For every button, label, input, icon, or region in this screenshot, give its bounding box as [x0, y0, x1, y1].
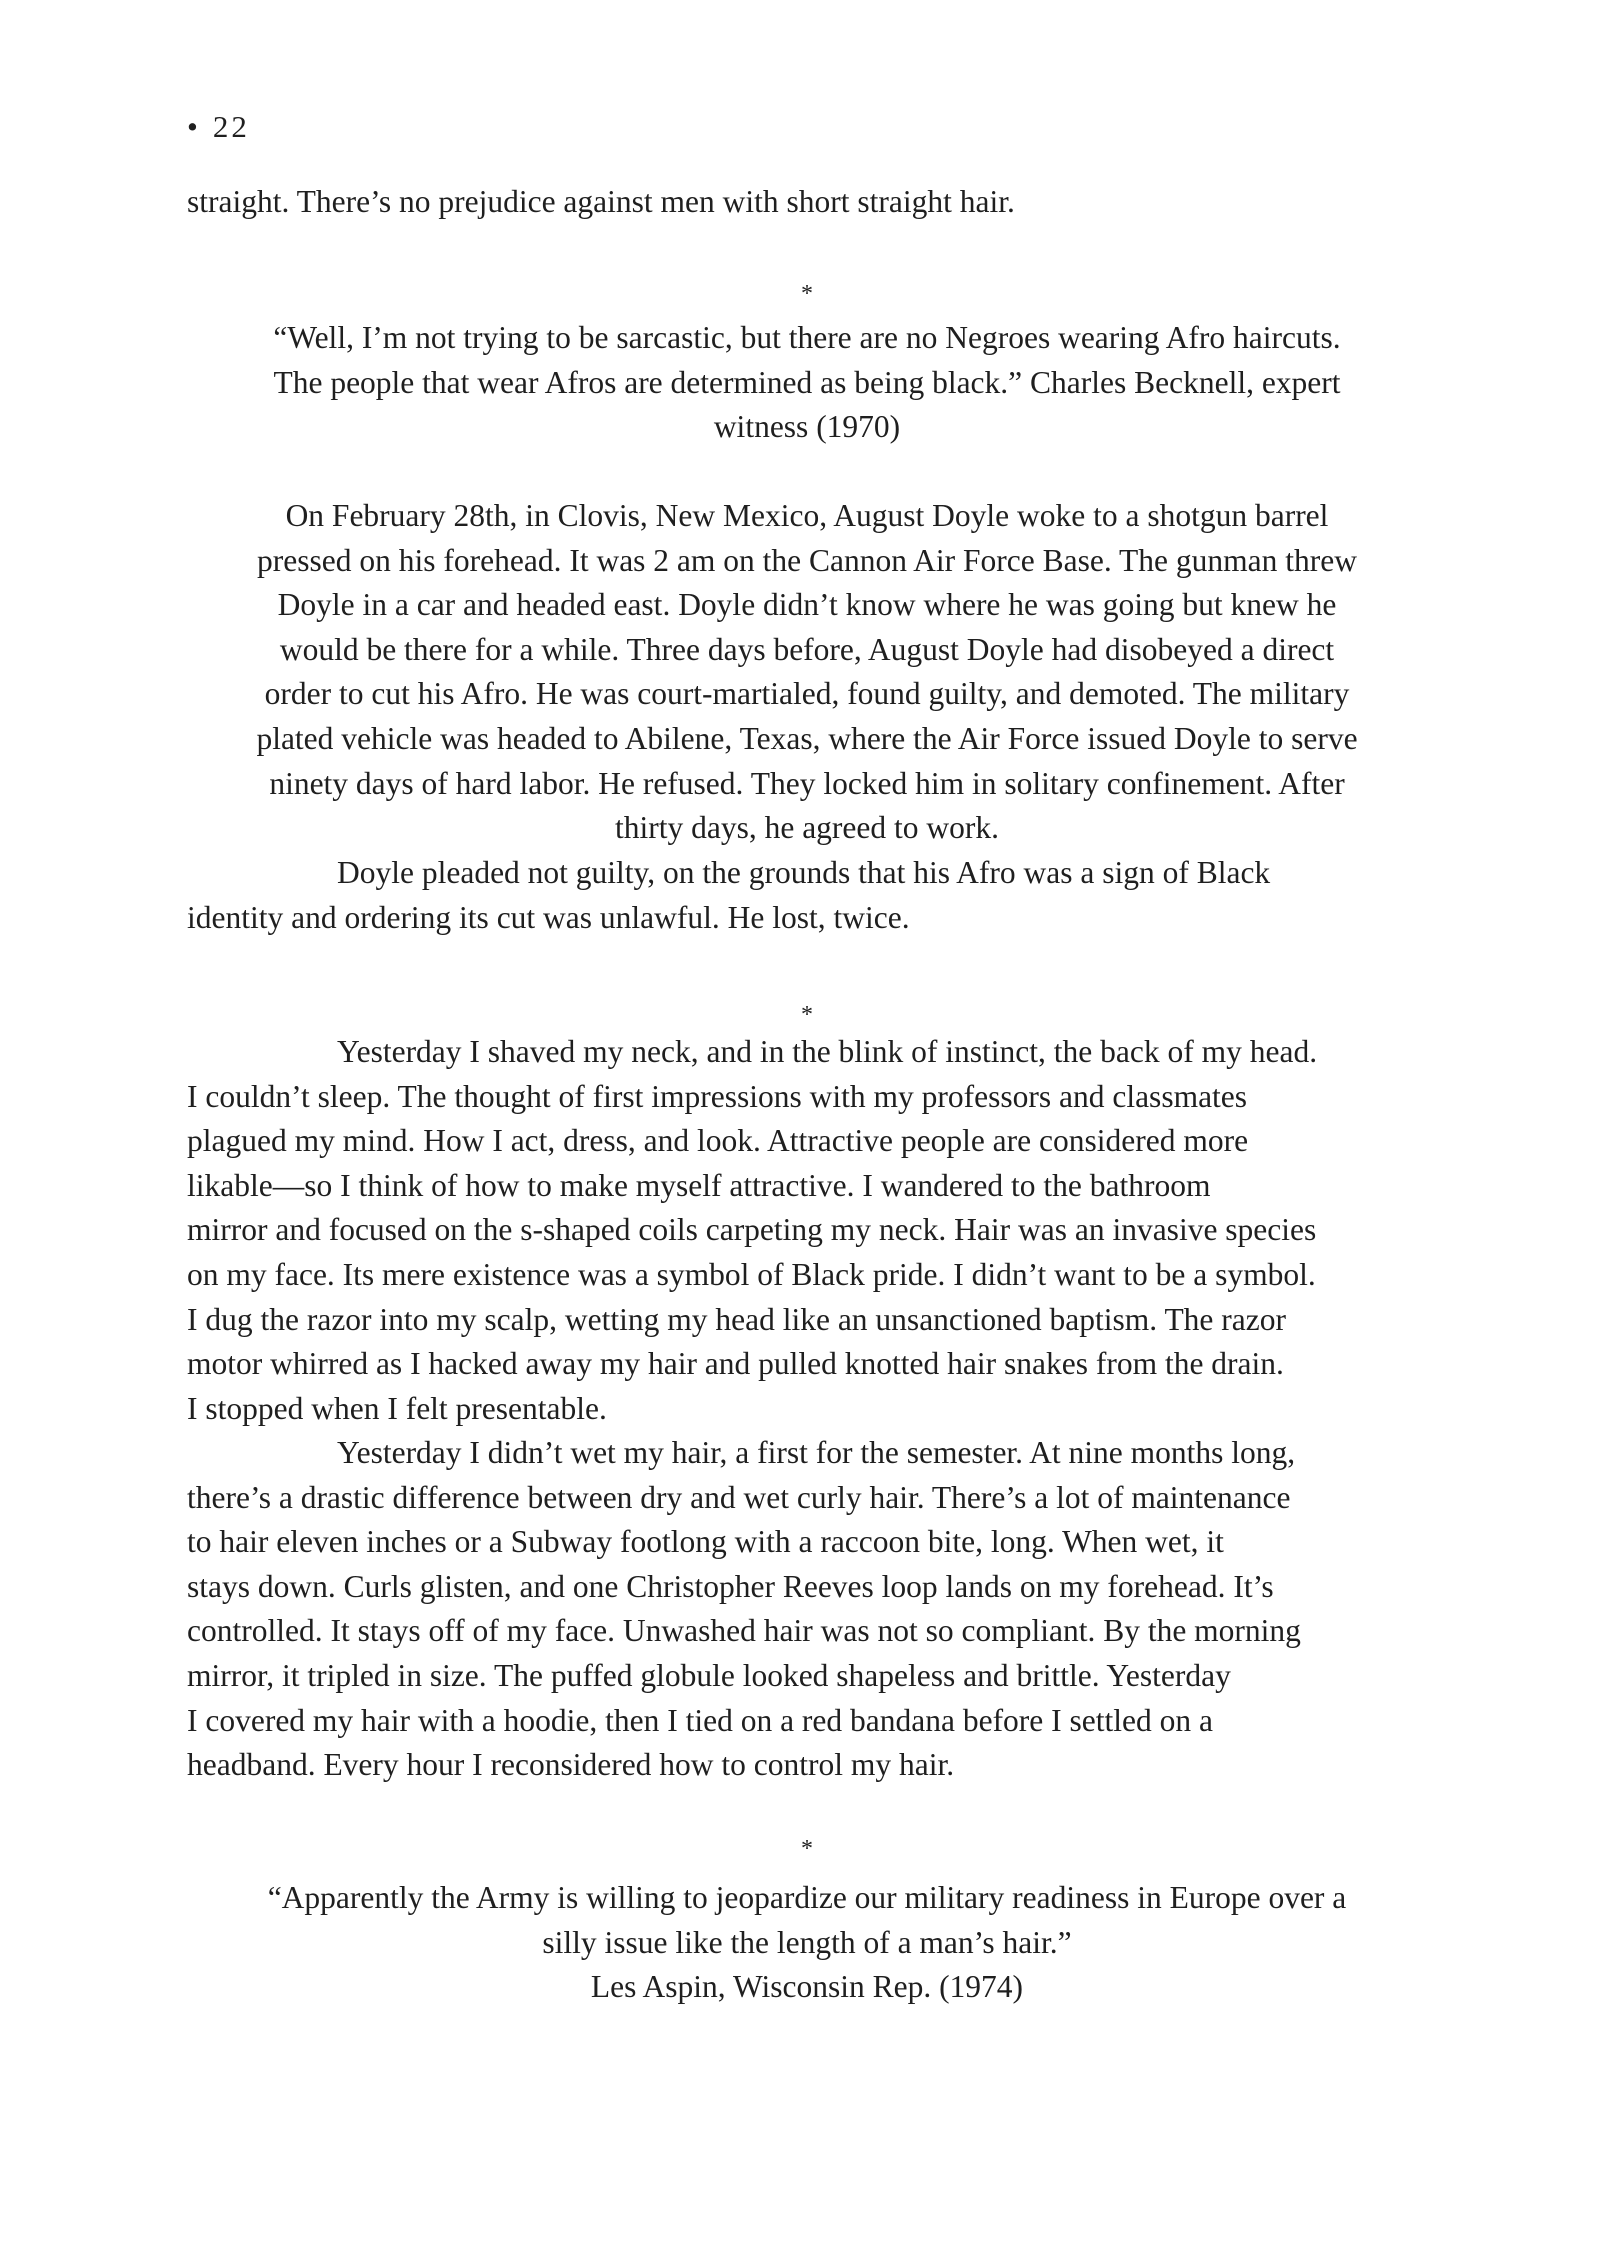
quote-attribution: Les Aspin, Wisconsin Rep. (1974) — [590, 1969, 1024, 2005]
text-line: likable—so I think of how to make myself attractive. I wandered to the bathroom — [187, 1167, 1211, 1203]
text-line: stays down. Curls glisten, and one Christopher Reeves loop lands on my forehead. It’s — [187, 1568, 1274, 1604]
quote-becknell — [187, 316, 1427, 450]
quote-line: silly issue like the length of a man’s hair.” — [542, 1924, 1072, 1960]
page-number — [187, 108, 250, 146]
quote-aspin — [187, 1876, 1427, 2010]
text-line: headband. Every hour I reconsidered how to control my hair. — [187, 1747, 955, 1783]
text-line: would be there for a while. Three days before, August Doyle had disobeyed a direct — [279, 631, 1335, 667]
doyle-verdict-paragraph — [187, 851, 1427, 940]
folio-number: 22 — [212, 109, 250, 144]
text-line: I couldn’t sleep. The thought of first impressions with my professors and classmates — [187, 1078, 1248, 1114]
wet-hair-paragraph — [187, 1431, 1427, 1788]
text-line: plagued my mind. How I act, dress, and look. Attractive people are considered more — [187, 1123, 1249, 1159]
text-line: I dug the razor into my scalp, wetting my head like an unsanctioned baptism. The razor — [187, 1301, 1286, 1337]
folio-bullet: • — [187, 109, 201, 144]
text-line: Yesterday I didn’t wet my hair, a first for the semester. At nine months long, — [337, 1435, 1296, 1470]
text-line: ninety days of hard labor. He refused. They locked him in solitary confinement. After — [269, 765, 1345, 801]
quote-line: “Apparently the Army is willing to jeopardize our military readiness in Europe over a — [267, 1880, 1347, 1915]
text-line: mirror and focused on the s-shaped coils carpeting my neck. Hair was an invasive species — [187, 1212, 1317, 1248]
quote-line: The people that wear Afros are determined as being black.” Charles Becknell, expert — [273, 364, 1341, 400]
text-line: Doyle pleaded not guilty, on the grounds that his Afro was a sign of Black — [337, 855, 1271, 890]
section-separator: * — [801, 1836, 813, 1862]
text-line: to hair eleven inches or a Subway footlong with a raccoon bite, long. When wet, it — [187, 1524, 1224, 1560]
text-line: order to cut his Afro. He was court-martialed, found guilty, and demoted. The military — [264, 676, 1350, 712]
quote-line: “Well, I’m not trying to be sarcastic, but there are no Negroes wearing Afro haircuts. — [273, 320, 1341, 355]
text-line: Doyle in a car and headed east. Doyle didn’t know where he was going but knew he — [277, 587, 1337, 623]
text-line: On February 28th, in Clovis, New Mexico, August Doyle woke to a shotgun barrel — [285, 498, 1329, 533]
text-line: plated vehicle was headed to Abilene, Texas, where the Air Force issued Doyle to serve — [256, 720, 1358, 756]
text-line: mirror, it tripled in size. The puffed globule looked shapeless and brittle. Yesterday — [187, 1657, 1231, 1693]
doyle-paragraph — [187, 494, 1427, 851]
text-line: Yesterday I shaved my neck, and in the blink of instinct, the back of my head. — [337, 1034, 1318, 1069]
section-separator: * — [801, 1002, 813, 1028]
text-line: identity and ordering its cut was unlawful. He lost, twice. — [187, 899, 910, 935]
text-line: there’s a drastic difference between dry and wet curly hair. There’s a lot of maintenance — [187, 1479, 1291, 1515]
opening-line — [187, 180, 1427, 225]
quote-line: witness (1970) — [713, 409, 901, 445]
section-separator: * — [801, 281, 813, 307]
text-line: I covered my hair with a hoodie, then I tied on a red bandana before I settled on a — [187, 1702, 1213, 1738]
text-line: controlled. It stays off of my face. Unwashed hair was not so compliant. By the morning — [187, 1613, 1301, 1649]
text-line: motor whirred as I hacked away my hair and pulled knotted hair snakes from the drain. — [187, 1346, 1284, 1382]
text-line: I stopped when I felt presentable. — [187, 1390, 607, 1426]
text-line: thirty days, he agreed to work. — [614, 810, 999, 846]
text-line: pressed on his forehead. It was 2 am on the Cannon Air Force Base. The gunman threw — [257, 542, 1357, 578]
shave-paragraph — [187, 1030, 1427, 1431]
text-line: straight. There’s no prejudice against men with short straight hair. — [187, 184, 1015, 219]
text-line: on my face. Its mere existence was a symbol of Black pride. I didn’t want to be a symbol. — [187, 1256, 1316, 1292]
